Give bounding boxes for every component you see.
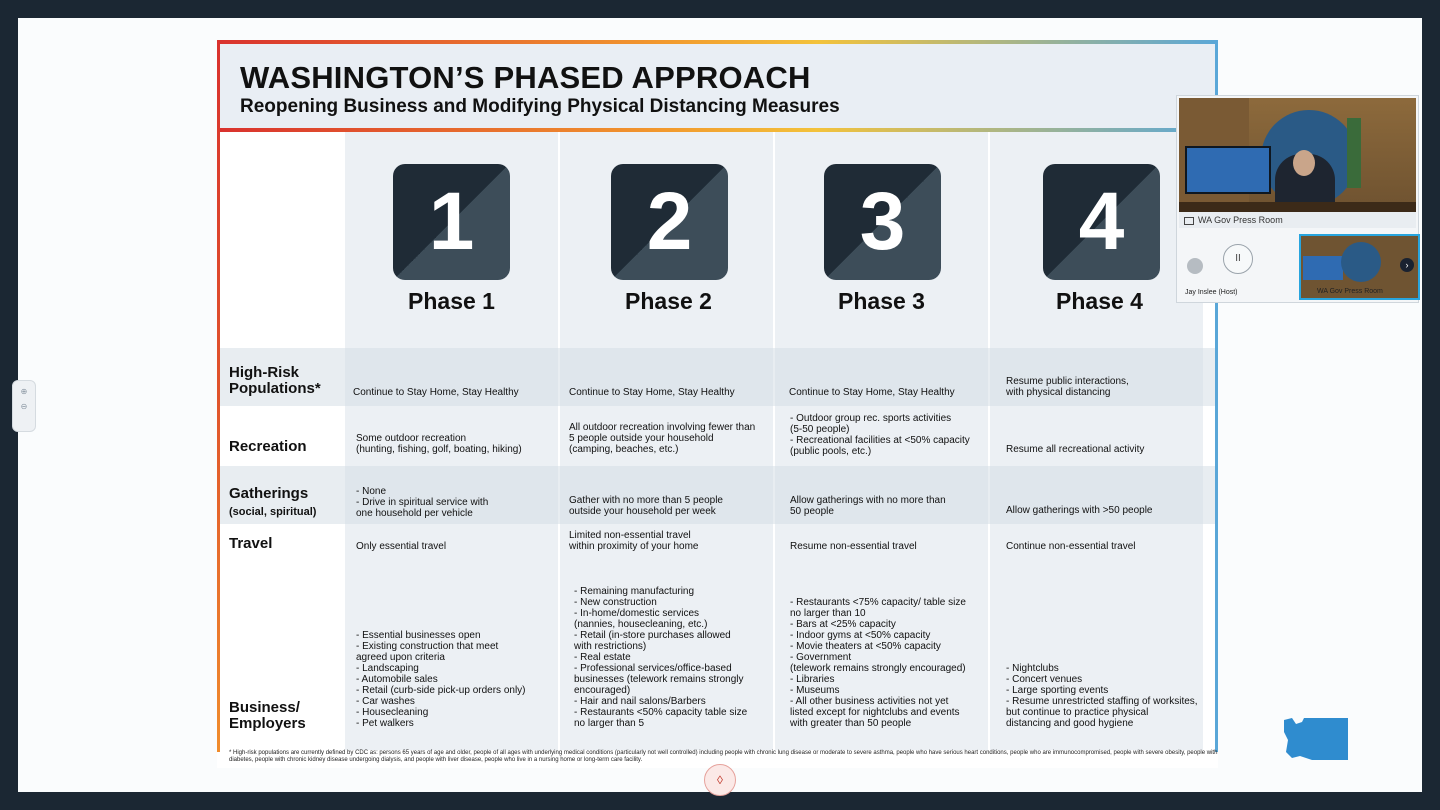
- main-video-label-bar: [1179, 212, 1416, 228]
- cell-gatherings-phase-1: - None - Drive in spiritual service with one household per vehicle: [356, 486, 489, 519]
- zoom-in-icon[interactable]: ⊕: [20, 387, 28, 396]
- cell-gatherings-phase-3: Allow gatherings with no more than 50 people: [790, 495, 946, 517]
- cell-business-phase-4: - Nightclubs - Concert venues - Large sporting events - Resume unrestricted staffing of worksites, but continue to practice physical distancing and good hygiene: [1006, 663, 1198, 729]
- video-call-window[interactable]: [1176, 95, 1419, 303]
- speaker-head: [1293, 150, 1315, 176]
- slide-header: [220, 44, 1215, 128]
- record-button[interactable]: [704, 764, 736, 796]
- cell-high-risk-phase-4: Resume public interactions, with physical distancing: [1006, 376, 1129, 398]
- cell-recreation-phase-3: - Outdoor group rec. sports activities (5-50 people) - Recreational facilities at <50% capacity (public pools, etc.): [790, 413, 970, 457]
- slide-subtitle: Reopening Business and Modifying Physical Distancing Measures: [240, 96, 840, 117]
- row-label-gatherings-sub: (social, spiritual): [229, 506, 317, 518]
- cell-travel-phase-1: Only essential travel: [356, 541, 447, 552]
- cell-gatherings-phase-4: Allow gatherings with >50 people: [1006, 505, 1153, 516]
- cell-travel-phase-2: Limited non-essential travel within proximity of your home: [569, 530, 699, 552]
- desk: [1179, 202, 1416, 212]
- phase-1-badge: 1: [393, 164, 510, 280]
- row-label-travel: Travel: [229, 535, 273, 552]
- camera-icon: [1184, 217, 1194, 225]
- row-label-gatherings-title: Gatherings: [229, 485, 309, 502]
- thumb-seal: [1341, 242, 1381, 282]
- thumbnail-label: WA Gov Press Room: [1317, 288, 1383, 295]
- phase-3-label: Phase 3: [838, 288, 925, 314]
- row-label-business: Business/ Employers: [229, 699, 306, 732]
- phase-1-label: Phase 1: [408, 288, 495, 314]
- slide-footnote: * High-risk populations are currently defined by CDC as: persons 65 years of age and older, people of all ages with underlying medical conditions (particularly not well controlled) including people with chronic lung disease or moderate to severe asthma, people who have serious heart conditions, people who are immunocompromised, people with severe obesity, people with diabetes, people with chronic kidney disease undergoing dialysis, and people with liver disease, people who live in a nursing home or long-term care facility.: [229, 750, 1218, 763]
- cell-travel-phase-4: Continue non-essential travel: [1006, 541, 1136, 552]
- zoom-out-icon[interactable]: ⊖: [20, 402, 28, 411]
- row-label-high-risk: High-Risk Populations*: [229, 364, 321, 397]
- zoom-toolbar: [12, 380, 36, 432]
- washington-map-icon: [1282, 716, 1350, 762]
- thumbnail-video[interactable]: [1299, 234, 1420, 300]
- phase-4-badge: 4: [1043, 164, 1160, 280]
- phase-2-label: Phase 2: [625, 288, 712, 314]
- mute-button[interactable]: [1187, 258, 1203, 274]
- slide-title: WASHINGTON’S PHASED APPROACH: [240, 60, 811, 95]
- pause-button[interactable]: II: [1223, 244, 1253, 274]
- cell-high-risk-phase-3: Continue to Stay Home, Stay Healthy: [789, 387, 955, 398]
- cell-recreation-phase-4: Resume all recreational activity: [1006, 444, 1145, 455]
- row-label-gatherings: [229, 486, 316, 520]
- cell-high-risk-phase-1: Continue to Stay Home, Stay Healthy: [353, 387, 519, 398]
- main-video-label: WA Gov Press Room: [1198, 215, 1283, 225]
- main-video-feed[interactable]: [1179, 98, 1416, 212]
- cell-business-phase-3: - Restaurants <75% capacity/ table size no larger than 10 - Bars at <25% capacity - Indoor gyms at <50% capacity - Movie theaters at <50% capacity - Government (telework remains strongly encouraged) - Libraries - Museums - All other business activities not yet listed except for nightclubs and events with greater than 50 people: [790, 597, 966, 729]
- cell-business-phase-2: - Remaining manufacturing - New construction - In-home/domestic services (nannies, housecleaning, etc.) - Retail (in-store purchases allowed with restrictions) - Real estate - Professional services/office-based businesses (telework remains strongly encouraged) - Hair and nail salons/Barbers - Restaurants <50% capacity table size no larger than 5: [574, 586, 748, 729]
- phase-2-badge: 2: [611, 164, 728, 280]
- record-icon: ◊: [717, 773, 723, 787]
- gradient-top-bar: [217, 40, 1218, 44]
- next-arrow-icon[interactable]: ›: [1400, 258, 1414, 272]
- cell-travel-phase-3: Resume non-essential travel: [790, 541, 917, 552]
- cell-recreation-phase-1: Some outdoor recreation (hunting, fishing, golf, boating, hiking): [356, 433, 522, 455]
- cell-recreation-phase-2: All outdoor recreation involving fewer than 5 people outside your household (camping, beaches, etc.): [569, 422, 756, 455]
- flag: [1347, 118, 1361, 188]
- cell-gatherings-phase-2: Gather with no more than 5 people outside your household per week: [569, 495, 723, 517]
- presentation-slide: [217, 40, 1218, 768]
- row-label-recreation: Recreation: [229, 438, 307, 455]
- monitor-screen: [1185, 146, 1271, 194]
- thumb-monitor: [1303, 256, 1343, 280]
- participant-name: Jay Inslee (Host): [1185, 289, 1238, 296]
- cell-high-risk-phase-2: Continue to Stay Home, Stay Healthy: [569, 387, 735, 398]
- phase-4-label: Phase 4: [1056, 288, 1143, 314]
- phase-3-badge: 3: [824, 164, 941, 280]
- cell-business-phase-1: - Essential businesses open - Existing construction that meet agreed upon criteria - Landscaping - Automobile sales - Retail (curb-side pick-up orders only) - Car washes - Housecleaning - Pet walkers: [356, 630, 526, 729]
